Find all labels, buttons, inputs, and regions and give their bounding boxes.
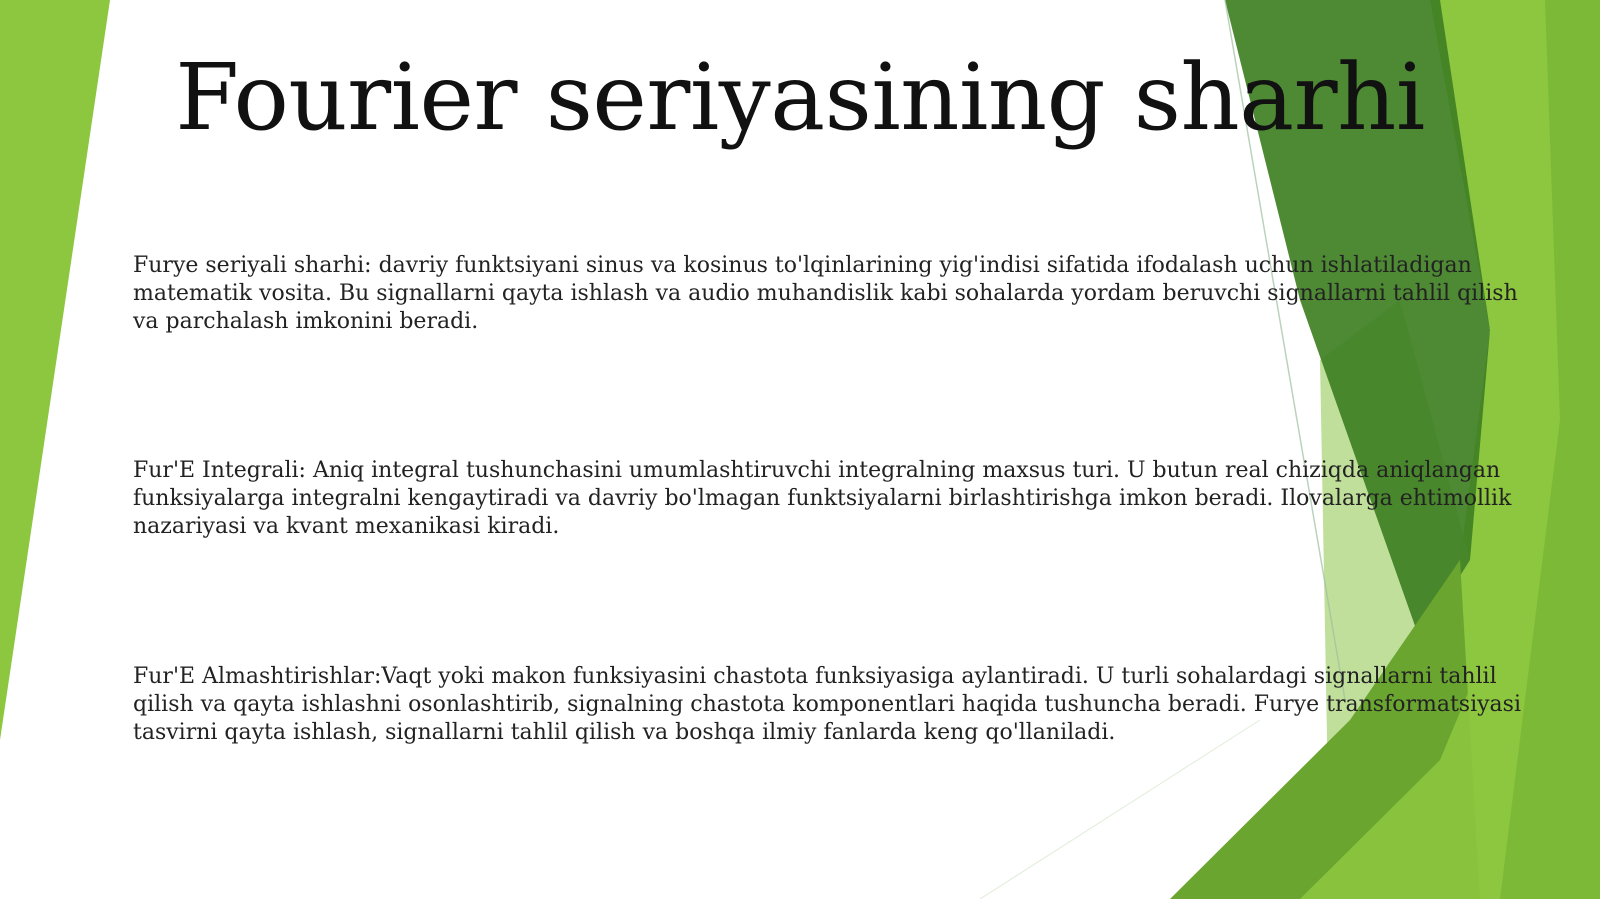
paragraph-fourier-integral: Fur'E Integrali: Aniq integral tushunchasini umumlashtiruvchi integralning maxsus turi. U butun real chiziqda aniqlangan funksiyalarga integralni kengaytiradi va davriy bo'lmagan funktsiyalarni birlashtirishga imkon beradi. Ilovalarga ehtimollik nazariyasi va kvant mexanikasi kiradi.	[133, 458, 1512, 539]
paragraph-fourier-series: Furye seriyali sharhi: davriy funktsiyani sinus va kosinus to'lqinlarining yig'indisi sifatida ifodalash uchun ishlatiladigan matematik vosita. Bu signallarni qayta ishlash va audio muhandislik kabi sohalarda yordam beruvchi signallarni tahlil qilish va parchalash imkonini beradi.	[133, 253, 1518, 334]
slide-title: Fourier seriyasining sharhi	[175, 44, 1425, 151]
paragraph-fourier-transform: Fur'E Almashtirishlar:Vaqt yoki makon funksiyasini chastota funksiyasiga aylantiradi. U turli sohalardagi signallarni tahlil qilish va qayta ishlashni osonlashtirib, signalning chastota komponentlari haqida tushuncha beradi. Furye transformatsiyasi tasvirni qayta ishlash, signallarni tahlil qilish va boshqa ilmiy fanlarda keng qo'llaniladi.	[133, 664, 1521, 745]
